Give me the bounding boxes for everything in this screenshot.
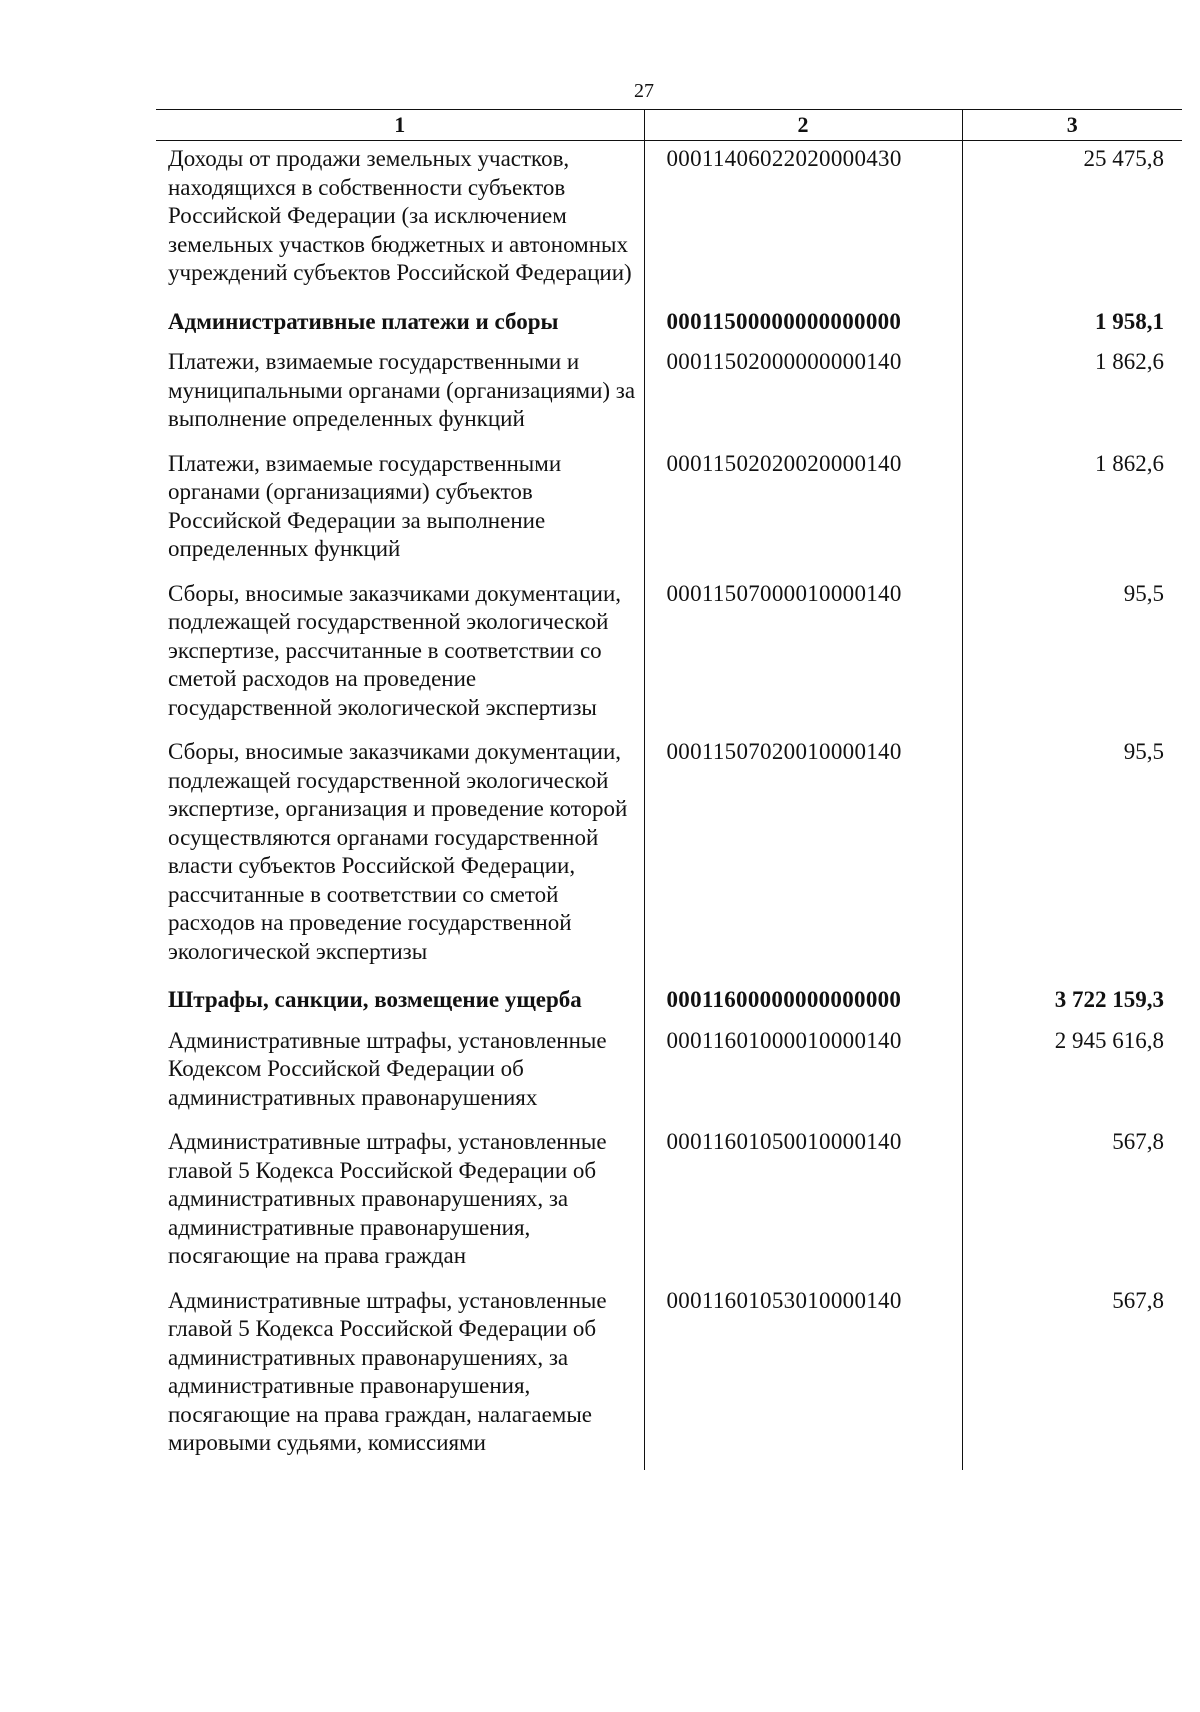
row-name: Доходы от продажи земельных участков, находящихся в собственности субъектов Российской Федерации (за исключением земельных участков бюджетных и автономных учреждений субъектов Российской Федерации) bbox=[168, 146, 632, 285]
row-name: Административные штрафы, установленные главой 5 Кодекса Российской Федерации об административных правонарушениях, за административные правонарушения, посягающие на права граждан, налагаемые мировыми судьями, комиссиями bbox=[168, 1287, 607, 1455]
table-row bbox=[156, 1023, 1182, 1125]
row-name: Платежи, взимаемые государственными органами (организациями) субъектов Российской Федерации за выполнение определенных функций bbox=[168, 450, 562, 561]
column-header-3: 3 bbox=[962, 110, 1182, 141]
table-row-section bbox=[156, 300, 1182, 345]
table-row bbox=[156, 141, 1182, 300]
row-amount: 95,5 bbox=[962, 576, 1182, 735]
row-amount: 1 958,1 bbox=[962, 300, 1182, 345]
row-amount: 3 722 159,3 bbox=[962, 978, 1182, 1023]
table-row bbox=[156, 1124, 1182, 1283]
row-code: 00011500000000000000 bbox=[644, 300, 962, 345]
row-code: 00011502020020000140 bbox=[644, 446, 962, 576]
row-code: 00011507020010000140 bbox=[644, 734, 962, 978]
table-row bbox=[156, 1283, 1182, 1470]
row-name: Административные штрафы, установленные Кодексом Российской Федерации об административных правонарушениях bbox=[168, 1027, 607, 1110]
budget-table bbox=[156, 109, 1182, 1470]
row-name: Сборы, вносимые заказчиками документации, подлежащей государственной экологической экспертизе, организация и проведение которой осуществляются органами государственной власти субъектов Российской Федерации, рассчитанные в соответствии со сметой расходов на проведение государственной экологической экспертизы bbox=[168, 739, 628, 964]
table-row bbox=[156, 576, 1182, 735]
row-code: 00011507000010000140 bbox=[644, 576, 962, 735]
row-amount: 567,8 bbox=[962, 1124, 1182, 1283]
table-body bbox=[156, 141, 1182, 1470]
row-amount: 567,8 bbox=[962, 1283, 1182, 1470]
table-row-section bbox=[156, 978, 1182, 1023]
row-code: 00011502000000000140 bbox=[644, 344, 962, 446]
row-name: Штрафы, санкции, возмещение ущерба bbox=[168, 987, 582, 1012]
table-row bbox=[156, 734, 1182, 978]
row-code: 00011601000010000140 bbox=[644, 1023, 962, 1125]
table-row bbox=[156, 344, 1182, 446]
row-amount: 25 475,8 bbox=[962, 141, 1182, 300]
table-header bbox=[156, 110, 1182, 141]
row-amount: 95,5 bbox=[962, 734, 1182, 978]
row-code: 00011601053010000140 bbox=[644, 1283, 962, 1470]
revenue-table bbox=[156, 109, 1182, 1470]
row-name: Административные платежи и сборы bbox=[168, 308, 559, 334]
row-code: 00011601050010000140 bbox=[644, 1124, 962, 1283]
row-amount: 2 945 616,8 bbox=[962, 1023, 1182, 1125]
header-row bbox=[156, 110, 1182, 141]
row-amount: 1 862,6 bbox=[962, 446, 1182, 576]
row-name: Административные штрафы, установленные главой 5 Кодекса Российской Федерации об административных правонарушениях, за административные правонарушения, посягающие на права граждан bbox=[168, 1129, 607, 1268]
row-code: 00011406022020000430 bbox=[644, 141, 962, 300]
page-number: 27 bbox=[634, 80, 654, 102]
row-amount: 1 862,6 bbox=[962, 344, 1182, 446]
table-row bbox=[156, 446, 1182, 576]
column-header-2: 2 bbox=[644, 110, 962, 141]
row-name: Платежи, взимаемые государственными и муниципальными органами (организациями) за выполнение определенных функций bbox=[168, 349, 636, 431]
row-code: 00011600000000000000 bbox=[644, 978, 962, 1023]
column-header-1: 1 bbox=[156, 110, 644, 141]
row-name: Сборы, вносимые заказчиками документации, подлежащей государственной экологической экспертизе, рассчитанные в соответствии со сметой расходов на проведение государственной экологической экспертизы bbox=[168, 580, 622, 720]
